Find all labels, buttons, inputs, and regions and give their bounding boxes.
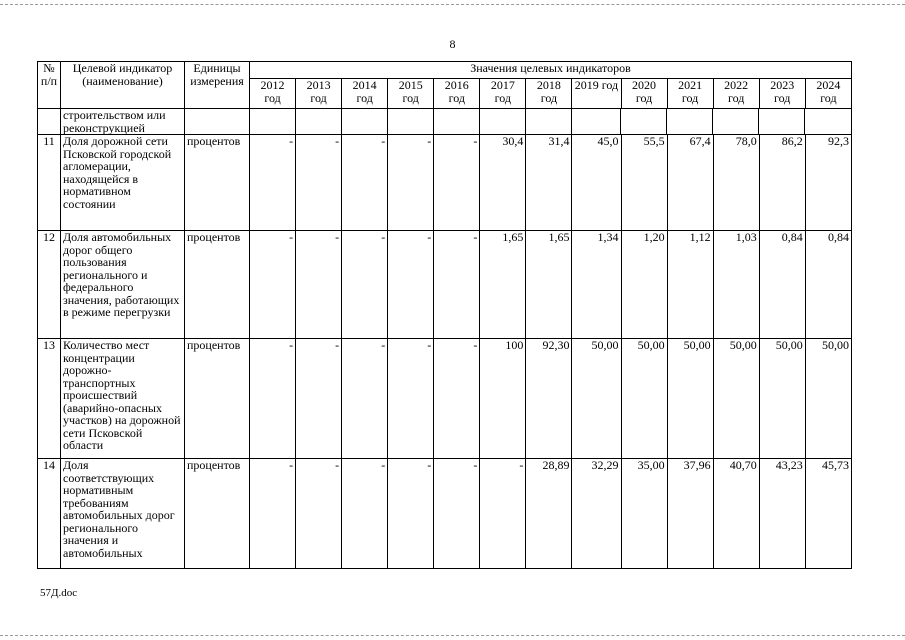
header-year: 2013 год (296, 79, 342, 109)
continuation-value-cell (434, 109, 480, 134)
bottom-page-edge (0, 635, 905, 636)
indicator-value: 92,3 (805, 135, 851, 231)
continuation-row (38, 109, 852, 135)
indicator-value: - (388, 231, 434, 339)
file-name-footer: 57Д.doc (40, 587, 78, 599)
indicator-value: - (296, 135, 342, 231)
indicator-value: - (342, 135, 388, 231)
indicator-value: - (434, 459, 480, 569)
page-number: 8 (449, 37, 456, 51)
indicator-value: - (342, 339, 388, 459)
header-row-top (38, 62, 852, 79)
indicator-value: - (388, 459, 434, 569)
indicator-row (38, 459, 852, 569)
indicator-value: 55,5 (621, 135, 667, 231)
continuation-value-cell (250, 109, 296, 134)
header-year: 2015 год (388, 79, 434, 109)
indicator-unit: процентов (185, 339, 250, 459)
indicator-value: 45,73 (805, 459, 851, 569)
indicator-value: 30,4 (480, 135, 526, 231)
indicator-name: Количество мест концентрации дорожно-транспортных происшествий (аварийно-опасных участков) на дорожной сети Псковской области (61, 339, 185, 459)
indicator-value: 43,23 (759, 459, 805, 569)
header-year: 2019 год (572, 79, 621, 109)
header-year: 2016 год (434, 79, 480, 109)
header-name: Целевой индикатор (наименование) (61, 62, 185, 109)
indicator-value: - (388, 339, 434, 459)
indicator-value: 28,89 (526, 459, 572, 569)
continuation-value-cell (572, 109, 621, 134)
indicator-row (38, 339, 852, 459)
indicator-value: - (342, 459, 388, 569)
indicator-value: 100 (480, 339, 526, 459)
indicator-name: Доля автомобильных дорог общего пользования регионального и федерального значения, работающих в режиме перегрузки (61, 231, 185, 339)
indicator-row (38, 135, 852, 231)
indicator-value: 50,00 (805, 339, 851, 459)
indicator-value: - (342, 231, 388, 339)
header-year: 2012 год (250, 79, 296, 109)
indicator-value: 67,4 (667, 135, 713, 231)
indicator-value: 92,30 (526, 339, 572, 459)
continuation-value-cell (759, 109, 805, 134)
indicator-value: 31,4 (526, 135, 572, 231)
indicator-value: 1,65 (526, 231, 572, 339)
indicator-value: - (296, 339, 342, 459)
continuation-values (250, 109, 852, 135)
header-unit: Единицы измерения (185, 62, 250, 109)
indicator-value: 50,00 (759, 339, 805, 459)
indicator-name: Доля дорожной сети Псковской городской агломерации, находящейся в нормативном состоянии (61, 135, 185, 231)
indicator-value: 35,00 (621, 459, 667, 569)
indicator-value: 50,00 (713, 339, 759, 459)
indicator-value: - (250, 135, 296, 231)
indicator-value: 40,70 (713, 459, 759, 569)
header-year: 2014 год (342, 79, 388, 109)
indicator-number: 14 (38, 459, 61, 569)
indicator-value: 1,34 (572, 231, 621, 339)
top-page-edge (0, 4, 905, 5)
continuation-value-cell (526, 109, 572, 134)
indicator-value: - (296, 231, 342, 339)
header-year: 2023 год (759, 79, 805, 109)
header-year: 2024 год (805, 79, 851, 109)
indicator-number: 13 (38, 339, 61, 459)
indicator-value: 0,84 (759, 231, 805, 339)
indicator-value: 1,20 (621, 231, 667, 339)
indicator-value: 45,0 (572, 135, 621, 231)
indicator-value: 32,29 (572, 459, 621, 569)
indicator-value: - (480, 459, 526, 569)
indicator-value: - (434, 135, 480, 231)
header-num: № п/п (38, 62, 61, 109)
indicator-value: 50,00 (572, 339, 621, 459)
indicator-value: - (434, 231, 480, 339)
continuation-value-cell (480, 109, 526, 134)
indicator-unit: процентов (185, 459, 250, 569)
continuation-value-cell (621, 109, 667, 134)
indicator-value: 37,96 (667, 459, 713, 569)
indicator-row (38, 231, 852, 339)
header-values-group: Значения целевых индикаторов (250, 62, 852, 79)
continuation-unit (185, 109, 250, 135)
header-year: 2021 год (667, 79, 713, 109)
continuation-value-cell (713, 109, 759, 134)
indicator-value: 50,00 (621, 339, 667, 459)
indicator-value: - (250, 339, 296, 459)
header-year: 2022 год (713, 79, 759, 109)
indicator-value: 0,84 (805, 231, 851, 339)
header-year: 2018 год (526, 79, 572, 109)
indicator-unit: процентов (185, 231, 250, 339)
header-year: 2017 год (480, 79, 526, 109)
indicator-value: - (434, 339, 480, 459)
continuation-value-cell (805, 109, 851, 134)
indicator-number: 12 (38, 231, 61, 339)
continuation-value-cell (667, 109, 713, 134)
indicator-value: - (388, 135, 434, 231)
indicator-value: 1,12 (667, 231, 713, 339)
indicator-name: Доля соответствующих нормативным требованиям автомобильных дорог регионального значения и автомобильных (61, 459, 185, 569)
indicator-value: 86,2 (759, 135, 805, 231)
indicator-value: - (296, 459, 342, 569)
indicators-table (37, 61, 852, 569)
indicator-value: - (250, 231, 296, 339)
header-year: 2020 год (621, 79, 667, 109)
indicator-number: 11 (38, 135, 61, 231)
continuation-value-cell (342, 109, 388, 134)
indicator-value: 78,0 (713, 135, 759, 231)
continuation-value-cell (388, 109, 434, 134)
indicator-value: 1,65 (480, 231, 526, 339)
indicator-unit: процентов (185, 135, 250, 231)
continuation-value-cell (296, 109, 342, 134)
indicator-value: - (250, 459, 296, 569)
continuation-name: строительством или реконструкцией (61, 109, 185, 135)
continuation-num (38, 109, 61, 135)
indicator-value: 1,03 (713, 231, 759, 339)
indicator-value: 50,00 (667, 339, 713, 459)
